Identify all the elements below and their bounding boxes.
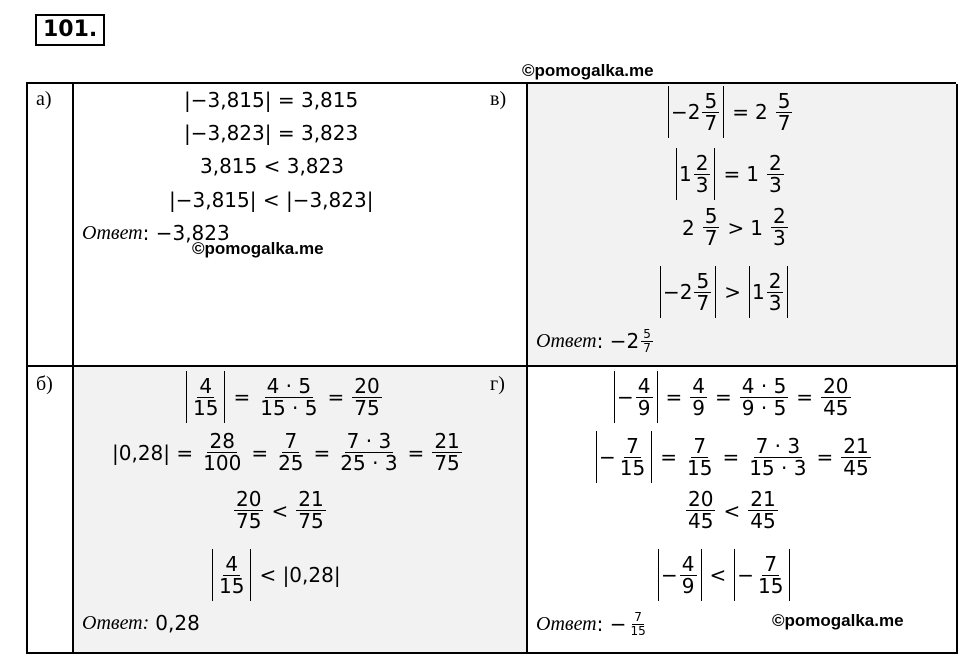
watermark-cell-a: ©pomogalka.me bbox=[192, 239, 324, 258]
cell-a-line-2: |−3,823| = 3,823 bbox=[184, 121, 359, 145]
cell-v-label: в) bbox=[490, 88, 507, 110]
cell-g-letter bbox=[482, 367, 528, 654]
problem-number: 101. bbox=[35, 14, 105, 46]
cell-b-line-4: $\frac{4}{15}$ < |0,28| bbox=[210, 549, 341, 601]
cell-v-letter bbox=[482, 84, 528, 367]
cell-g-label: г) bbox=[490, 373, 505, 395]
cell-g-line-4: − $\frac{4}{9}$ < − $\frac{7}{15}$ bbox=[656, 549, 792, 601]
cell-g bbox=[528, 367, 958, 654]
cell-b-answer: Ответ: 0,28 bbox=[82, 611, 200, 635]
cell-v-line-1: −2 $\frac{5}{7}$ = 2 $\frac{5}{7}$ bbox=[666, 86, 794, 138]
cell-g-line-1: − $\frac{4}{9}$ = $\frac{4}{9}$ = $\frac{4 \cdot 5}{9 \cdot 5}$ = $\frac{20}{45}$ bbox=[612, 371, 853, 423]
cell-v-answer: Ответ : −2 $\frac{5}{7}$ bbox=[536, 327, 651, 355]
cell-a-line-4: |−3,815| < |−3,823| bbox=[169, 188, 374, 212]
cell-v-line-2: 1 $\frac{2}{3}$ = 1 $\frac{2}{3}$ bbox=[674, 148, 786, 200]
cell-v bbox=[528, 84, 958, 367]
cell-a bbox=[74, 84, 528, 367]
cell-b bbox=[74, 367, 528, 654]
cell-b-line-3: $\frac{20}{75}$ < $\frac{21}{75}$ bbox=[236, 487, 324, 533]
cell-a-answer: Ответ : −3,823 bbox=[82, 221, 230, 245]
solution-table bbox=[26, 82, 956, 654]
cell-b-line-1: $\frac{4}{15}$ = $\frac{4 \cdot 5}{15 \cdot 5}$ = $\frac{20}{75}$ bbox=[184, 371, 384, 423]
cell-b-letter bbox=[28, 367, 74, 654]
cell-a-line-1: |−3,815| = 3,815 bbox=[184, 88, 359, 112]
watermark-bottom: ©pomogalka.me bbox=[772, 611, 904, 630]
watermark-top: ©pomogalka.me bbox=[522, 61, 654, 80]
cell-b-line-2: |0,28| = $\frac{28}{100}$ = $\frac{7}{25}$ = $\frac{7 \cdot 3}{25 \cdot 3}$ = $\frac{21}{75}$ bbox=[112, 429, 460, 475]
cell-v-line-4: −2 $\frac{5}{7}$ > 1 $\frac{2}{3}$ bbox=[658, 266, 790, 318]
cell-g-answer: Ответ : − $\frac{7}{15}$ bbox=[536, 610, 646, 638]
cell-g-line-3: $\frac{20}{45}$ < $\frac{21}{45}$ bbox=[688, 487, 776, 533]
cell-a-letter bbox=[28, 84, 74, 367]
cell-a-line-3: 3,815 < 3,823 bbox=[200, 154, 344, 178]
cell-b-label: б) bbox=[36, 373, 53, 395]
cell-g-line-2: − $\frac{7}{15}$ = $\frac{7}{15}$ = $\frac{7 \cdot 3}{15 \cdot 3}$ = $\frac{21}{45}$ bbox=[594, 431, 873, 483]
cell-v-line-3: 2 $\frac{5}{7}$ > 1 $\frac{2}{3}$ bbox=[682, 204, 786, 250]
cell-a-label: а) bbox=[36, 88, 52, 110]
